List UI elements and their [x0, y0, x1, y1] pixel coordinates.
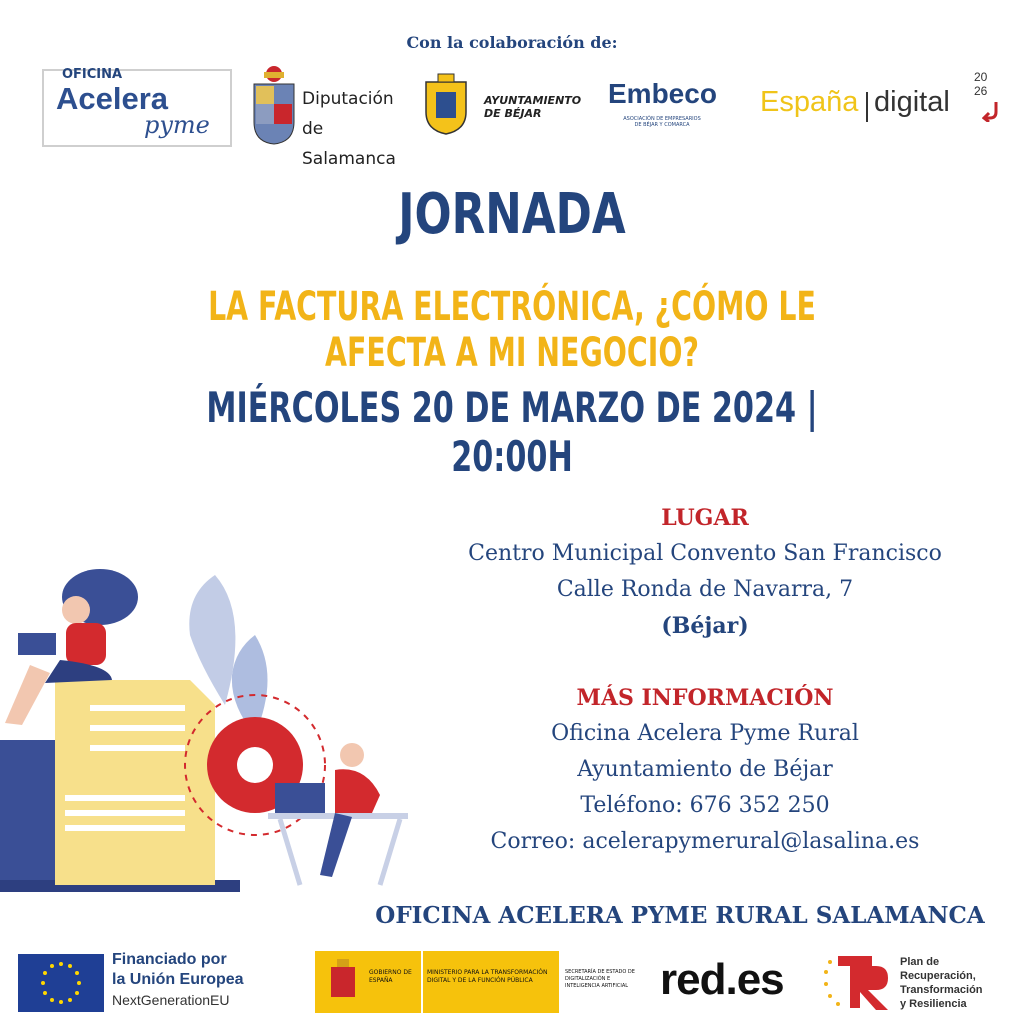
embeco-logo: [608, 78, 748, 138]
gob-line3: SECRETARÍA DE ESTADO DE DIGITALIZACIÓN E INTELIGENCIA ARTIFICIAL: [565, 969, 635, 989]
gobierno-logo: [315, 951, 635, 1013]
plan-line2: Recuperación,: [900, 970, 976, 982]
event-type: JORNADA: [398, 182, 626, 247]
plan-recuperacion-text: [900, 955, 983, 1011]
logo-oficina-text: OFICINA: [62, 67, 123, 82]
eu-line3: NextGenerationEU: [112, 992, 230, 1008]
ayuntamiento-line1: AYUNTAMIENTO: [484, 94, 582, 107]
eu-flag-icon: [18, 954, 104, 1012]
diputacion-shield-icon: [252, 64, 296, 146]
more-info-section: [450, 680, 960, 860]
gob-line1: GOBIERNO DE ESPAÑA: [369, 969, 412, 984]
event-title: LA FACTURA ELECTRÓNICA, ¿CÓMO LE AFECTA A MI NEGOCIO?: [208, 284, 816, 376]
woman-laptop: [18, 633, 56, 655]
embeco-sub2: DE BÉJAR Y COMARCA: [634, 122, 690, 128]
eu-line2: la Unión Europea: [112, 971, 244, 988]
eu-line1: Financiado por: [112, 951, 227, 968]
bejar-shield-icon: [418, 72, 474, 136]
espana-digital-logo: [760, 70, 1010, 130]
collaboration-heading: Con la colaboración de:: [406, 33, 618, 52]
acelera-pyme-logo: [42, 69, 232, 147]
place-heading: LUGAR: [661, 505, 749, 531]
ayuntamiento-logo: [418, 72, 598, 136]
more-info-line1: Oficina Acelera Pyme Rural: [551, 721, 859, 746]
arrow-icon: [982, 100, 1002, 122]
place-line2: Calle Ronda de Navarra, 7: [556, 577, 854, 602]
logo-acelera-text: Acelera: [56, 81, 169, 116]
plan-line3: Transformación: [900, 984, 983, 996]
footer-office-title: OFICINA ACELERA PYME RURAL SALAMANCA: [375, 902, 985, 929]
logo-divider: [866, 92, 868, 122]
gob-line2: MINISTERIO PARA LA TRANSFORMACIÓN DIGITAL Y DE LA FUNCIÓN PÚBLICA: [427, 969, 548, 984]
plan-recuperacion-icon: [820, 950, 894, 1014]
more-info-email[interactable]: Correo: acelerapymerural@lasalina.es: [490, 829, 920, 854]
place-line3: (Béjar): [661, 613, 749, 639]
year-bottom: 26: [974, 84, 988, 98]
redes-logo: red.es: [660, 955, 784, 1004]
embeco-sub1: ASOCIACIÓN DE EMPRESARIOS: [623, 116, 701, 122]
place-section: [450, 500, 960, 644]
spain-coat-icon: [323, 957, 363, 1007]
espana-text: España: [760, 86, 859, 118]
illustration: [0, 555, 440, 900]
logo-pyme-text: pyme: [144, 111, 210, 139]
gob-divider: [421, 951, 423, 1013]
plan-line1: Plan de: [900, 956, 940, 968]
more-info-line2: Ayuntamiento de Béjar: [577, 757, 833, 782]
digital-text: digital: [874, 86, 950, 118]
embeco-name: Embeco: [608, 78, 717, 109]
more-info-phone: Teléfono: 676 352 250: [580, 793, 830, 818]
event-datetime: MIÉRCOLES 20 DE MARZO DE 2024 | 20:00H: [206, 383, 818, 481]
place-line1: Centro Municipal Convento San Francisco: [468, 541, 942, 566]
ayuntamiento-line2: DE BÉJAR: [484, 107, 542, 120]
year-top: 20: [974, 70, 988, 84]
eu-funding-text: [112, 950, 244, 1010]
big-laptop: [0, 740, 60, 890]
diputacion-line2: de Salamanca: [302, 119, 396, 169]
diputacion-line1: Diputación: [302, 89, 394, 109]
more-info-heading: MÁS INFORMACIÓN: [576, 685, 834, 711]
leaf-large-icon: [189, 575, 235, 705]
plan-line4: y Resiliencia: [900, 998, 967, 1010]
diputacion-logo: [252, 64, 412, 169]
